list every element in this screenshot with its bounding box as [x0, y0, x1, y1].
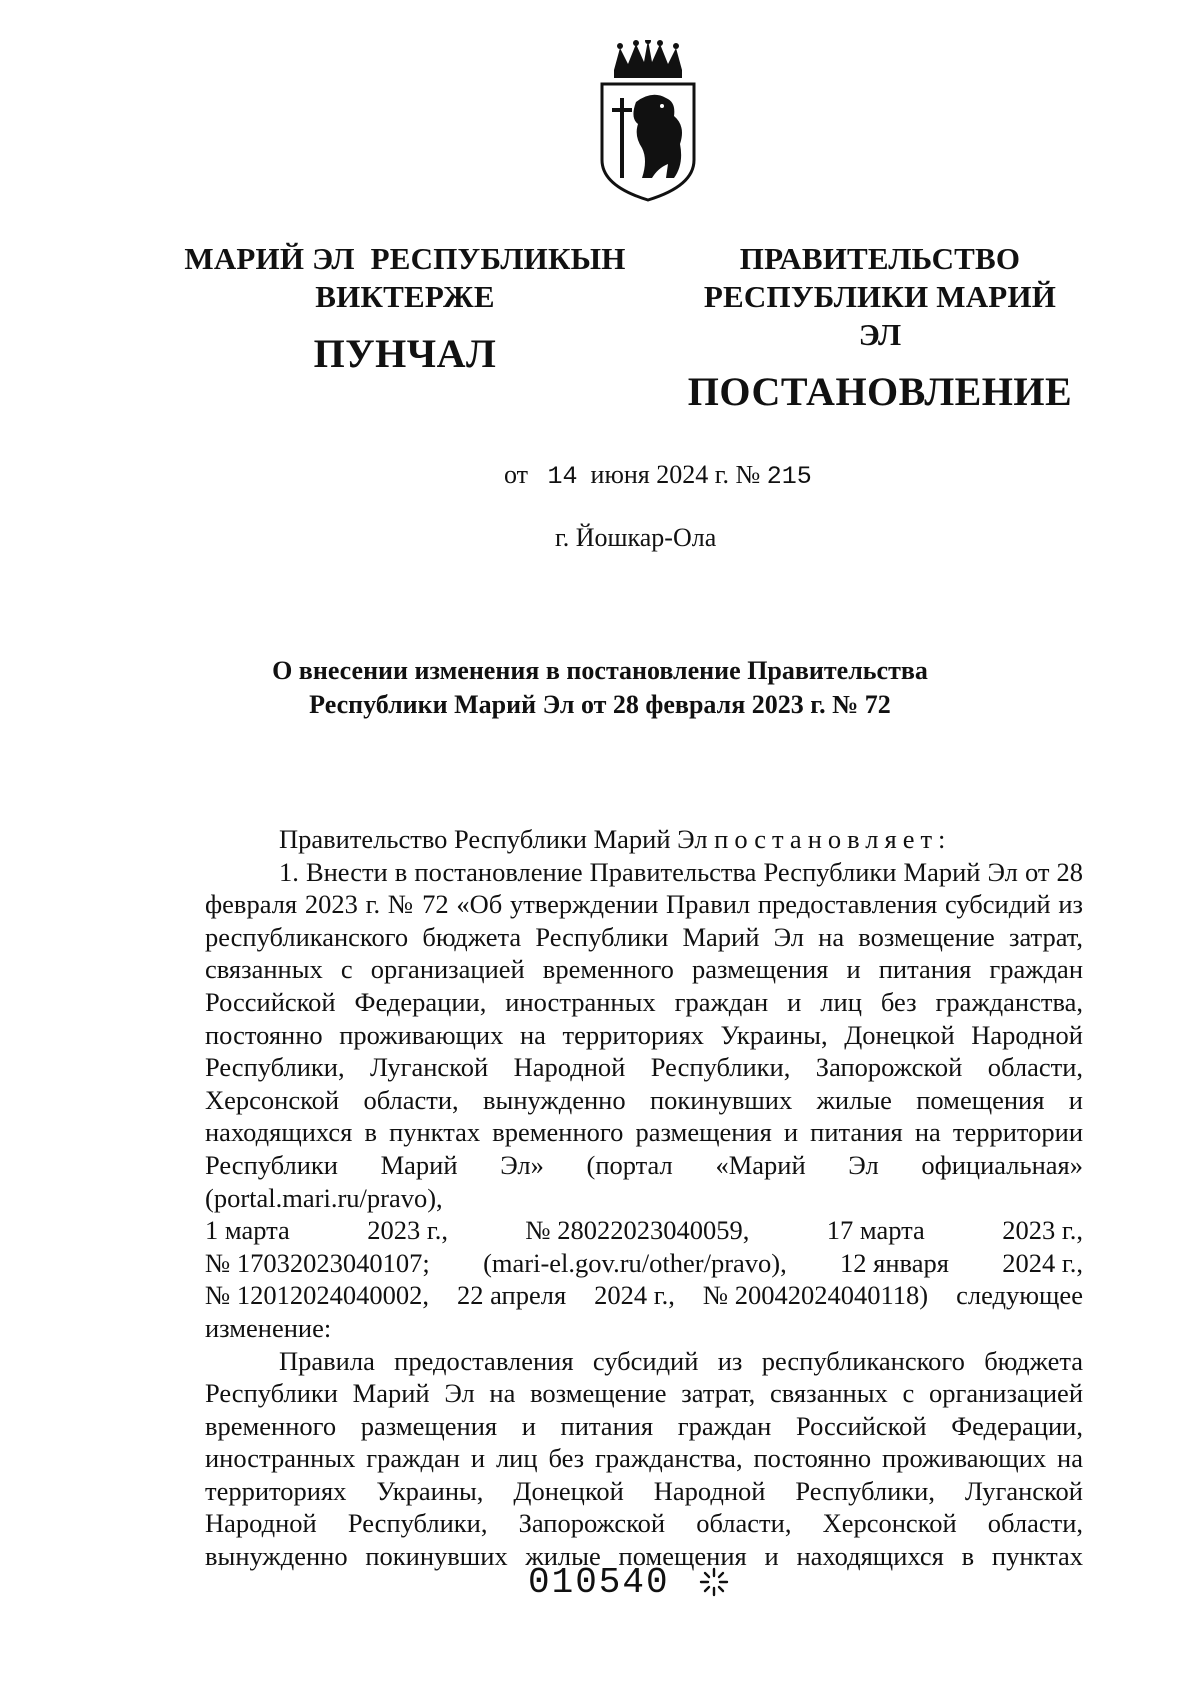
header-russian-doc-type: ПОСТАНОВЛЕНИЕ	[687, 369, 1073, 414]
ref-cell: 2023 г.,	[1002, 1215, 1083, 1246]
ref-cell: 17 марта	[826, 1215, 925, 1246]
refs-row-1	[205, 1214, 1083, 1247]
header-russian-line1: ПРАВИТЕЛЬСТВО	[739, 241, 1021, 276]
ref-cell: следующее	[956, 1280, 1083, 1311]
ref-cell: № 28022023040059,	[525, 1215, 750, 1246]
refs-row-3	[205, 1279, 1083, 1312]
header-mari-line1: МАРИЙ ЭЛ РЕСПУБЛИКЫН	[184, 241, 626, 276]
document-date	[504, 460, 812, 491]
asterisk-mark-icon	[698, 1566, 730, 1598]
ref-cell: (mari-el.gov.ru/other/pravo),	[483, 1247, 787, 1278]
paragraph-1-main: 1. Внести в постановление Правительства Республики Марий Эл от 28 февраля 2023 г. № 72 «Об утверждении Правил предоставления субсидий из республиканского бюджета Республики Марий Эл на возмещение затрат, связанных с организацией временного размещения и питания граждан Российской Федерации, иностранных граждан и лиц без гражданства, постоянно проживающих на территориях Украины, Донецкой Народной Республики, Луганской Народной Республики, Запорожской области, Херсонской области, вынужденно покинувших жилые помещения и находящихся в пунктах временного размещения и питания на территории Республики Марий Эл» (портал «Марий Эл официальная» (portal.mari.ru/pravo),	[205, 856, 1083, 1213]
coat-of-arms-icon	[596, 40, 700, 202]
document-number: 215	[766, 462, 812, 491]
ref-cell: 2024 г.,	[594, 1280, 675, 1311]
document-body	[205, 823, 1083, 1573]
document-city: г. Йошкар-Ола	[555, 523, 717, 552]
header-mari	[170, 240, 640, 378]
ref-cell: 2023 г.,	[367, 1215, 448, 1246]
header-russian-line2: РЕСПУБЛИКИ МАРИЙ ЭЛ	[703, 279, 1057, 352]
date-day: 14	[547, 462, 578, 491]
ref-cell: № 17032023040107;	[205, 1247, 430, 1278]
header-russian	[680, 240, 1080, 416]
title-line1: О внесении изменения в постановление Правительства	[272, 656, 928, 685]
document-title	[200, 654, 1000, 722]
ref-cell: № 20042024040118)	[702, 1280, 929, 1311]
paragraph-1-end: изменение:	[205, 1312, 332, 1343]
opening-text: Правительство Республики Марий Эл	[279, 824, 715, 854]
opening-line	[205, 823, 1083, 856]
ref-cell: 22 апреля	[457, 1280, 567, 1311]
title-line2: Республики Марий Эл от 28 февраля 2023 г. № 72	[309, 690, 891, 719]
date-prefix: от	[504, 460, 529, 489]
header-mari-doc-type: ПУНЧАЛ	[313, 331, 497, 376]
ref-cell: 2024 г.,	[1002, 1247, 1083, 1278]
ref-cell: 12 января	[840, 1247, 949, 1278]
refs-row-2	[205, 1247, 1083, 1280]
opening-spaced: постановляет:	[714, 824, 952, 854]
date-month-year: июня 2024 г. №	[590, 460, 761, 489]
header-mari-line2: ВИКТЕРЖЕ	[315, 279, 495, 314]
paragraph-2: Правила предоставления субсидий из республиканского бюджета Республики Марий Эл на возмещение затрат, связанных с организацией временного размещения и питания граждан Российской Федерации, иностранных граждан и лиц без гражданства, постоянно проживающих на территориях Украины, Донецкой Народной Республики, Луганской Народной Республики, Запорожской области, Херсонской области, вынужденно покинувших жилые помещения и находящихся в пунктах	[205, 1345, 1083, 1572]
ref-cell: № 12012024040002,	[205, 1280, 430, 1311]
ref-cell: 1 марта	[205, 1215, 290, 1246]
form-serial-number: 010540	[528, 1562, 670, 1603]
